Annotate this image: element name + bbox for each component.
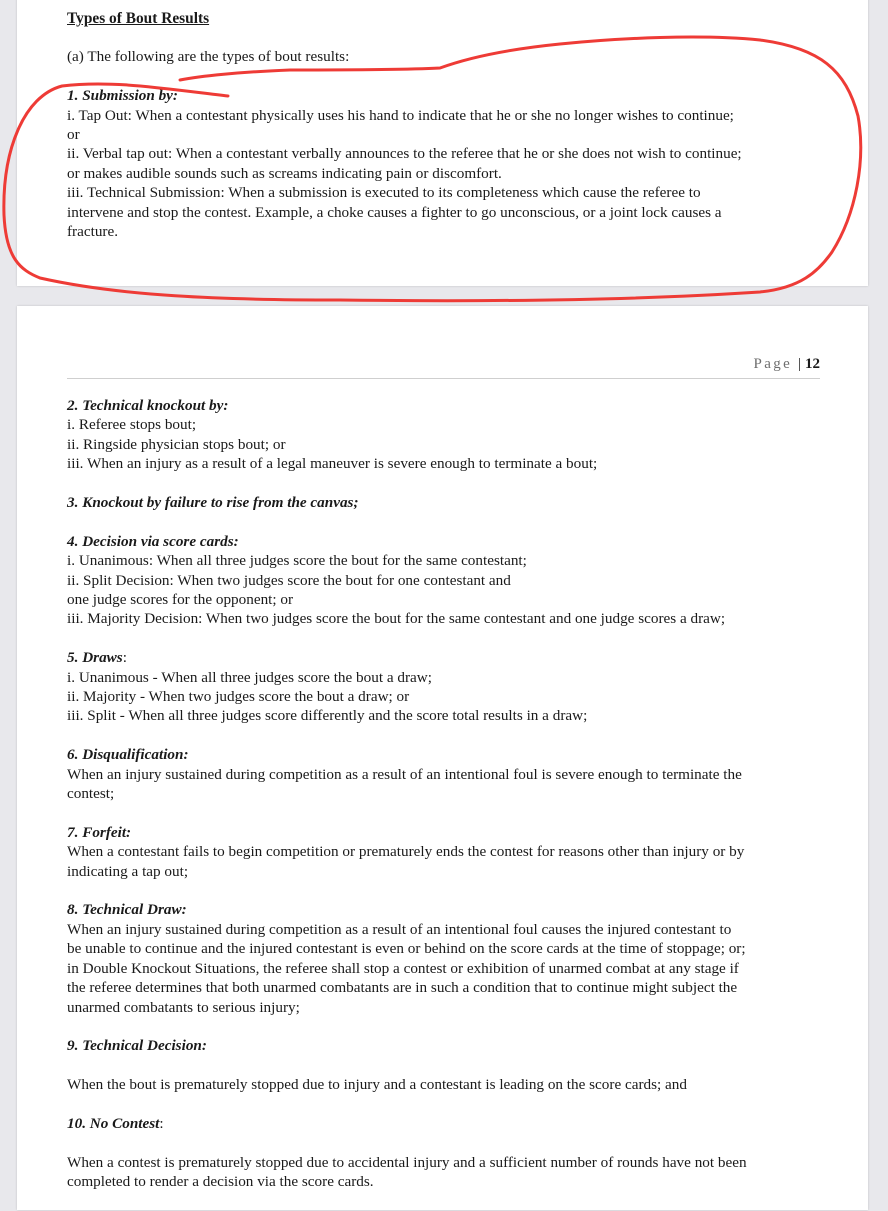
- section-heading-line: [67, 648, 832, 667]
- text-line: fracture.: [67, 223, 119, 241]
- rule-section: [67, 1036, 832, 1094]
- text-line: be unable to continue and the injured contestant is even or behind on the score cards at the time of stoppage; or;: [67, 940, 746, 958]
- text-line: i. Referee stops bout;: [67, 416, 197, 434]
- section-heading-line: [67, 823, 832, 842]
- page-number: 12: [805, 356, 820, 372]
- intro-paragraph: (a) The following are the types of bout results:: [67, 48, 350, 66]
- document-page-top: [17, 0, 868, 286]
- text-line: or: [67, 126, 80, 144]
- page-number-label: [753, 356, 820, 373]
- page-word: Page: [753, 356, 793, 372]
- header-rule: [67, 378, 820, 379]
- section-title: Types of Bout Results: [67, 10, 210, 27]
- heading-suffix: :: [122, 649, 127, 667]
- rule-section: [67, 745, 832, 803]
- section-heading: 4. Decision via score cards:: [67, 532, 239, 550]
- text-line: i. Unanimous: When all three judges score the bout for the same contestant;: [67, 552, 527, 570]
- rule-section: [67, 823, 832, 881]
- rule-section: [67, 532, 832, 629]
- section-heading-line: [67, 745, 832, 764]
- text-line: indicating a tap out;: [67, 862, 189, 880]
- section-heading-line: [67, 493, 832, 512]
- section-heading: 6. Disqualification:: [67, 746, 189, 764]
- section-heading: 9. Technical Decision:: [67, 1037, 207, 1055]
- text-line: When an injury sustained during competition as a result of an intentional foul is severe enough to terminate the: [67, 765, 742, 783]
- page-separator: |: [794, 356, 801, 372]
- rule-section: [67, 900, 832, 1016]
- text-line: When the bout is prematurely stopped due to injury and a contestant is leading on the score cards; and: [67, 1076, 687, 1094]
- text-line: i. Tap Out: When a contestant physically uses his hand to indicate that he or she no longer wishes to continue;: [67, 106, 734, 124]
- rule-section: [67, 648, 832, 726]
- bottom-page-content: [67, 396, 832, 1211]
- section-heading: 10. No Contest: [67, 1114, 160, 1132]
- text-line: one judge scores for the opponent; or: [67, 591, 294, 609]
- text-line: unarmed combatants to serious injury;: [67, 998, 300, 1016]
- text-line: iii. Technical Submission: When a submission is executed to its completeness which cause the referee to: [67, 184, 701, 202]
- section-heading-line: [67, 900, 832, 919]
- text-line: ii. Split Decision: When two judges score the bout for one contestant and: [67, 571, 511, 589]
- text-line: the referee determines that both unarmed combatants are in such a condition that to continue might subject the: [67, 979, 738, 997]
- section-heading: 8. Technical Draw:: [67, 901, 187, 919]
- document-page-bottom: [17, 306, 868, 1210]
- text-line: i. Unanimous - When all three judges score the bout a draw;: [67, 668, 432, 686]
- text-line: in Double Knockout Situations, the referee shall stop a contest or exhibition of unarmed combat at any stage if: [67, 959, 739, 977]
- text-line: When an injury sustained during competition as a result of an intentional foul causes the injured contestant to: [67, 920, 732, 938]
- text-line: or makes audible sounds such as screams indicating pain or discomfort.: [67, 164, 502, 182]
- text-line: iii. Majority Decision: When two judges score the bout for the same contestant and one judge scores a draw;: [67, 610, 726, 628]
- section-heading: 3. Knockout by failure to rise from the canvas;: [67, 494, 359, 512]
- submission-section: [67, 86, 832, 241]
- paragraph-gap: [67, 1056, 832, 1075]
- rule-section: [67, 493, 832, 512]
- rule-section: [67, 1114, 832, 1192]
- text-line: contest;: [67, 785, 115, 803]
- text-line: ii. Majority - When two judges score the bout a draw; or: [67, 688, 410, 706]
- section-heading-line: [67, 1036, 832, 1055]
- text-line: ii. Ringside physician stops bout; or: [67, 435, 286, 453]
- section-heading: 7. Forfeit:: [67, 823, 132, 841]
- section-heading-line: [67, 532, 832, 551]
- section-heading: 2. Technical knockout by:: [67, 397, 229, 414]
- section-heading-line: [67, 1114, 832, 1133]
- text-line: iii. When an injury as a result of a legal maneuver is severe enough to terminate a bout;: [67, 455, 598, 473]
- section-heading: 1. Submission by:: [67, 87, 178, 105]
- heading-suffix: :: [159, 1114, 164, 1132]
- paragraph-gap: [67, 1133, 832, 1152]
- top-page-content: [67, 9, 832, 241]
- rule-section: [67, 396, 832, 474]
- text-line: When a contestant fails to begin competition or prematurely ends the contest for reasons other than injury or by: [67, 843, 745, 861]
- text-line: intervene and stop the contest. Example, a choke causes a fighter to go unconscious, or a joint lock causes a: [67, 203, 722, 221]
- section-heading: 5. Draws: [67, 649, 123, 667]
- text-line: iii. Split - When all three judges score differently and the score total results in a draw;: [67, 707, 588, 725]
- text-line: ii. Verbal tap out: When a contestant verbally announces to the referee that he or she does not wish to continue;: [67, 145, 742, 163]
- text-line: When a contest is prematurely stopped due to accidental injury and a sufficient number of rounds have not been: [67, 1153, 747, 1171]
- section-heading-line: [67, 396, 832, 415]
- text-line: completed to render a decision via the score cards.: [67, 1173, 374, 1191]
